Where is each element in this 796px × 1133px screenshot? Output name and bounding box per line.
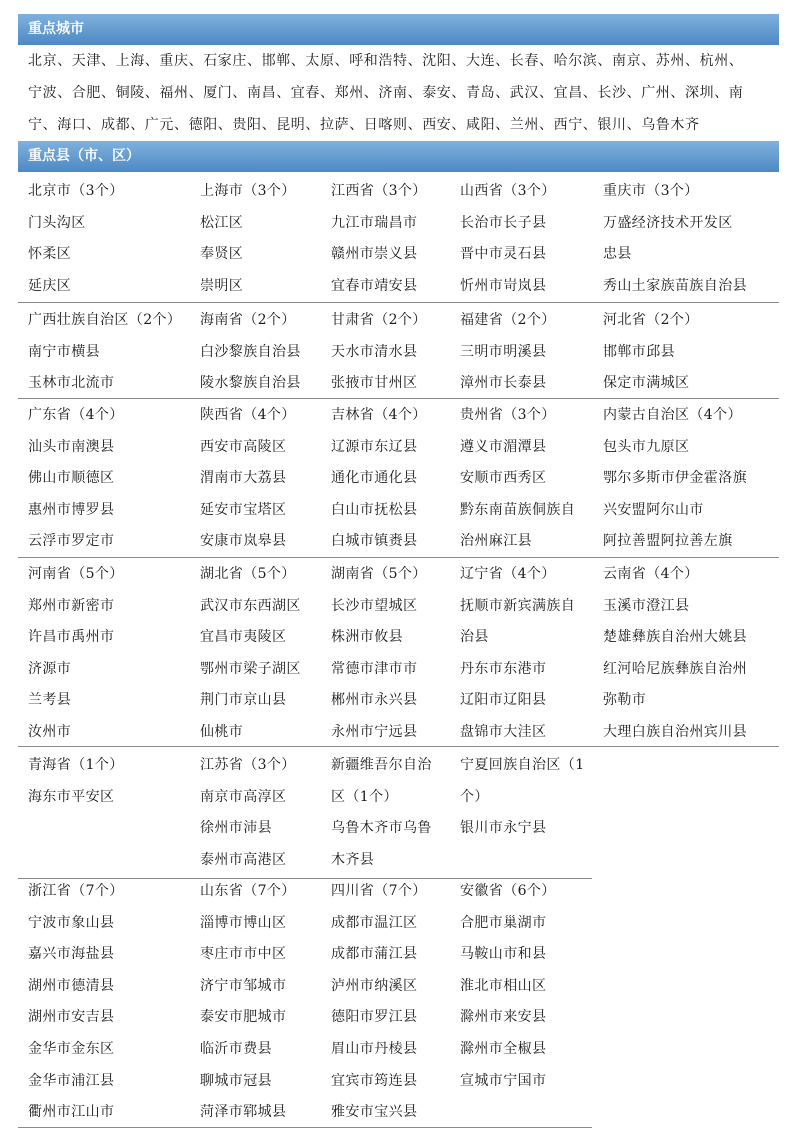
cities-line: 宁波、合肥、铜陵、福州、厦门、南昌、宜春、郑州、济南、泰安、青岛、武汉、宜昌、长沙、广州、深圳、南 — [28, 85, 744, 101]
county-entry: 邯郸市邱县 — [603, 343, 675, 360]
county-entry: 郑州市新密市 — [28, 597, 115, 614]
county-entry: 嘉兴市海盐县 — [28, 946, 115, 963]
region-heading: 新疆维吾尔自治 — [331, 757, 432, 773]
county-entry: 惠州市博罗县 — [28, 501, 115, 518]
county-entry: 泰州市高港区 — [200, 851, 287, 868]
county-entry: 永州市宁远县 — [331, 724, 418, 740]
county-entry: 济宁市邹城市 — [200, 977, 287, 994]
region-heading: 贵州省（3个） — [460, 407, 556, 423]
key-cities-header — [18, 14, 779, 45]
county-entry: 衢州市江山市 — [28, 1104, 115, 1121]
county-entry: 宜宾市筠连县 — [331, 1072, 418, 1089]
county-entry: 兴安盟阿尔山市 — [603, 501, 704, 518]
county-entry: 九江市瑞昌市 — [331, 214, 418, 231]
region-heading: 河南省（5个） — [28, 566, 124, 582]
cities-line: 北京、天津、上海、重庆、石家庄、邯郸、太原、呼和浩特、沈阳、大连、长春、哈尔滨、南京、苏州、杭州、 — [28, 53, 744, 69]
region-heading: 浙江省（7个） — [28, 883, 124, 899]
region-heading: 湖南省（5个） — [331, 566, 427, 582]
region-heading: 甘肃省（2个） — [331, 312, 427, 328]
block-divider — [18, 557, 779, 558]
county-entry: 赣州市崇义县 — [331, 246, 418, 263]
county-entry: 株洲市攸县 — [331, 629, 403, 646]
region-heading: 福建省（2个） — [460, 312, 556, 328]
county-entry: 包头市九原区 — [603, 438, 690, 455]
county-entry: 白山市抚松县 — [331, 501, 418, 518]
county-entry: 金华市浦江县 — [28, 1072, 115, 1089]
county-entry: 合肥市巢湖市 — [460, 914, 547, 931]
county-entry: 武汉市东西湖区 — [200, 597, 301, 614]
region-heading: 吉林省（4个） — [331, 407, 427, 423]
county-entry: 奉贤区 — [200, 246, 244, 263]
county-entry: 漳州市长泰县 — [460, 375, 547, 392]
region-heading: 海南省（2个） — [200, 312, 296, 328]
region-heading: 河北省（2个） — [603, 312, 699, 328]
county-entry: 陵水黎族自治县 — [200, 375, 301, 392]
region-heading: 安徽省（6个） — [460, 883, 556, 899]
county-entry: 聊城市冠县 — [200, 1072, 272, 1089]
county-entry: 万盛经济技术开发区 — [603, 214, 733, 231]
region-heading: 重庆市（3个） — [603, 183, 699, 199]
county-entry: 湖州市德清县 — [28, 977, 115, 994]
region-heading: 四川省（7个） — [331, 883, 427, 899]
county-entry: 延庆区 — [28, 277, 72, 294]
county-entry: 长沙市望城区 — [331, 597, 418, 614]
county-entry: 丹东市东港市 — [460, 660, 547, 677]
county-entry: 治县 — [460, 629, 489, 646]
region-heading: 广东省（4个） — [28, 407, 124, 423]
region-heading: 辽宁省（4个） — [460, 566, 556, 582]
county-entry: 忠县 — [603, 246, 632, 263]
county-entry: 眉山市丹棱县 — [331, 1041, 418, 1057]
county-entry: 常德市津市市 — [331, 660, 418, 677]
county-entry: 汕头市南澳县 — [28, 438, 115, 455]
county-entry: 遵义市湄潭县 — [460, 438, 547, 455]
county-entry: 南京市高淳区 — [200, 788, 287, 805]
key-cities-title: 重点城市 — [28, 21, 84, 37]
county-entry: 张掖市甘州区 — [331, 375, 418, 392]
county-entry: 徐州市沛县 — [200, 820, 272, 837]
county-entry: 荆门市京山县 — [200, 692, 287, 709]
county-entry: 鄂尔多斯市伊金霍洛旗 — [603, 470, 747, 487]
county-entry: 金华市金东区 — [28, 1041, 115, 1057]
cities-line: 宁、海口、成都、广元、德阳、贵阳、昆明、拉萨、日喀则、西安、咸阳、兰州、西宁、银川、乌鲁木齐 — [28, 117, 700, 133]
county-entry: 鄂州市梁子湖区 — [200, 660, 301, 677]
county-entry: 辽源市东辽县 — [331, 438, 418, 455]
block-divider — [18, 878, 592, 879]
county-entry: 滁州市来安县 — [460, 1009, 547, 1026]
county-entry: 临沂市费县 — [200, 1041, 272, 1057]
county-entry: 安康市岚皋县 — [200, 533, 287, 550]
block-divider — [18, 398, 779, 399]
county-entry: 泰安市肥城市 — [200, 1009, 287, 1026]
region-heading: 宁夏回族自治区（1 — [460, 757, 585, 773]
region-heading: 陕西省（4个） — [200, 407, 296, 423]
county-entry: 菏泽市郓城县 — [200, 1104, 287, 1121]
county-entry: 松江区 — [200, 214, 244, 231]
county-entry: 湖州市安吉县 — [28, 1009, 115, 1026]
county-entry: 怀柔区 — [28, 246, 72, 263]
county-entry: 安顺市西秀区 — [460, 470, 547, 487]
region-heading: 山东省（7个） — [200, 883, 296, 899]
region-heading: 湖北省（5个） — [200, 566, 296, 582]
county-entry: 宜昌市夷陵区 — [200, 629, 287, 646]
county-entry: 辽阳市辽阳县 — [460, 692, 547, 709]
county-entry: 玉林市北流市 — [28, 375, 115, 392]
county-entry: 黔东南苗族侗族自 — [460, 501, 576, 518]
county-entry: 大理白族自治州宾川县 — [603, 724, 747, 740]
county-entry: 滁州市全椒县 — [460, 1041, 547, 1057]
county-entry: 白城市镇赉县 — [331, 533, 418, 550]
county-entry: 兰考县 — [28, 692, 72, 709]
county-entry: 阿拉善盟阿拉善左旗 — [603, 533, 733, 550]
county-entry: 崇明区 — [200, 277, 244, 294]
county-entry: 门头沟区 — [28, 214, 86, 231]
county-entry: 枣庄市市中区 — [200, 946, 287, 963]
county-entry: 天水市清水县 — [331, 343, 418, 360]
county-entry: 仙桃市 — [200, 724, 244, 740]
region-heading: 江苏省（3个） — [200, 757, 296, 773]
key-counties-header — [18, 141, 779, 172]
county-entry: 南宁市横县 — [28, 343, 100, 360]
county-entry: 云浮市罗定市 — [28, 533, 115, 550]
county-entry: 郴州市永兴县 — [331, 692, 418, 709]
block-divider — [18, 1127, 592, 1128]
key-counties-title: 重点县（市、区） — [28, 148, 140, 164]
county-entry: 区（1个） — [331, 788, 398, 805]
region-heading: 山西省（3个） — [460, 183, 556, 199]
county-entry: 长治市长子县 — [460, 214, 547, 231]
county-entry: 红河哈尼族彝族自治州 — [603, 660, 747, 677]
county-entry: 佛山市顺德区 — [28, 470, 115, 487]
block-divider — [18, 746, 779, 747]
county-entry: 宣城市宁国市 — [460, 1072, 547, 1089]
county-entry: 济源市 — [28, 660, 72, 677]
region-heading: 云南省（4个） — [603, 566, 699, 582]
county-entry: 雅安市宝兴县 — [331, 1104, 418, 1121]
county-entry: 个） — [460, 788, 489, 805]
county-entry: 西安市高陵区 — [200, 438, 287, 455]
county-entry: 宜春市靖安县 — [331, 277, 418, 294]
county-entry: 乌鲁木齐市乌鲁 — [331, 820, 432, 837]
county-entry: 晋中市灵石县 — [460, 246, 547, 263]
county-entry: 海东市平安区 — [28, 788, 115, 805]
county-entry: 三明市明溪县 — [460, 343, 547, 360]
county-entry: 银川市永宁县 — [460, 820, 547, 837]
region-heading: 青海省（1个） — [28, 757, 124, 773]
county-entry: 治州麻江县 — [460, 533, 532, 550]
county-entry: 渭南市大荔县 — [200, 470, 287, 487]
block-divider — [18, 302, 779, 303]
county-entry: 泸州市纳溪区 — [331, 977, 418, 994]
county-entry: 宁波市象山县 — [28, 914, 115, 931]
county-entry: 忻州市岢岚县 — [460, 277, 547, 294]
county-entry: 成都市温江区 — [331, 914, 418, 931]
county-entry: 通化市通化县 — [331, 470, 418, 487]
county-entry: 盘锦市大洼区 — [460, 724, 547, 740]
county-entry: 楚雄彝族自治州大姚县 — [603, 629, 747, 646]
county-entry: 弥勒市 — [603, 692, 647, 709]
county-entry: 秀山土家族苗族自治县 — [603, 277, 747, 294]
county-entry: 许昌市禹州市 — [28, 629, 115, 646]
county-entry: 成都市蒲江县 — [331, 946, 418, 963]
region-heading: 江西省（3个） — [331, 183, 427, 199]
county-entry: 木齐县 — [331, 851, 375, 868]
county-entry: 马鞍山市和县 — [460, 946, 547, 963]
county-entry: 玉溪市澄江县 — [603, 597, 690, 614]
county-entry: 白沙黎族自治县 — [200, 343, 301, 360]
region-heading: 上海市（3个） — [200, 183, 296, 199]
county-entry: 保定市满城区 — [603, 375, 690, 392]
region-heading: 广西壮族自治区（2个） — [28, 312, 182, 328]
region-heading: 内蒙古自治区（4个） — [603, 407, 742, 423]
county-entry: 德阳市罗江县 — [331, 1009, 418, 1026]
county-entry: 汝州市 — [28, 724, 72, 740]
region-heading: 北京市（3个） — [28, 183, 124, 199]
county-entry: 抚顺市新宾满族自 — [460, 597, 576, 614]
county-entry: 延安市宝塔区 — [200, 501, 287, 518]
county-entry: 淄博市博山区 — [200, 914, 287, 931]
county-entry: 淮北市相山区 — [460, 977, 547, 994]
